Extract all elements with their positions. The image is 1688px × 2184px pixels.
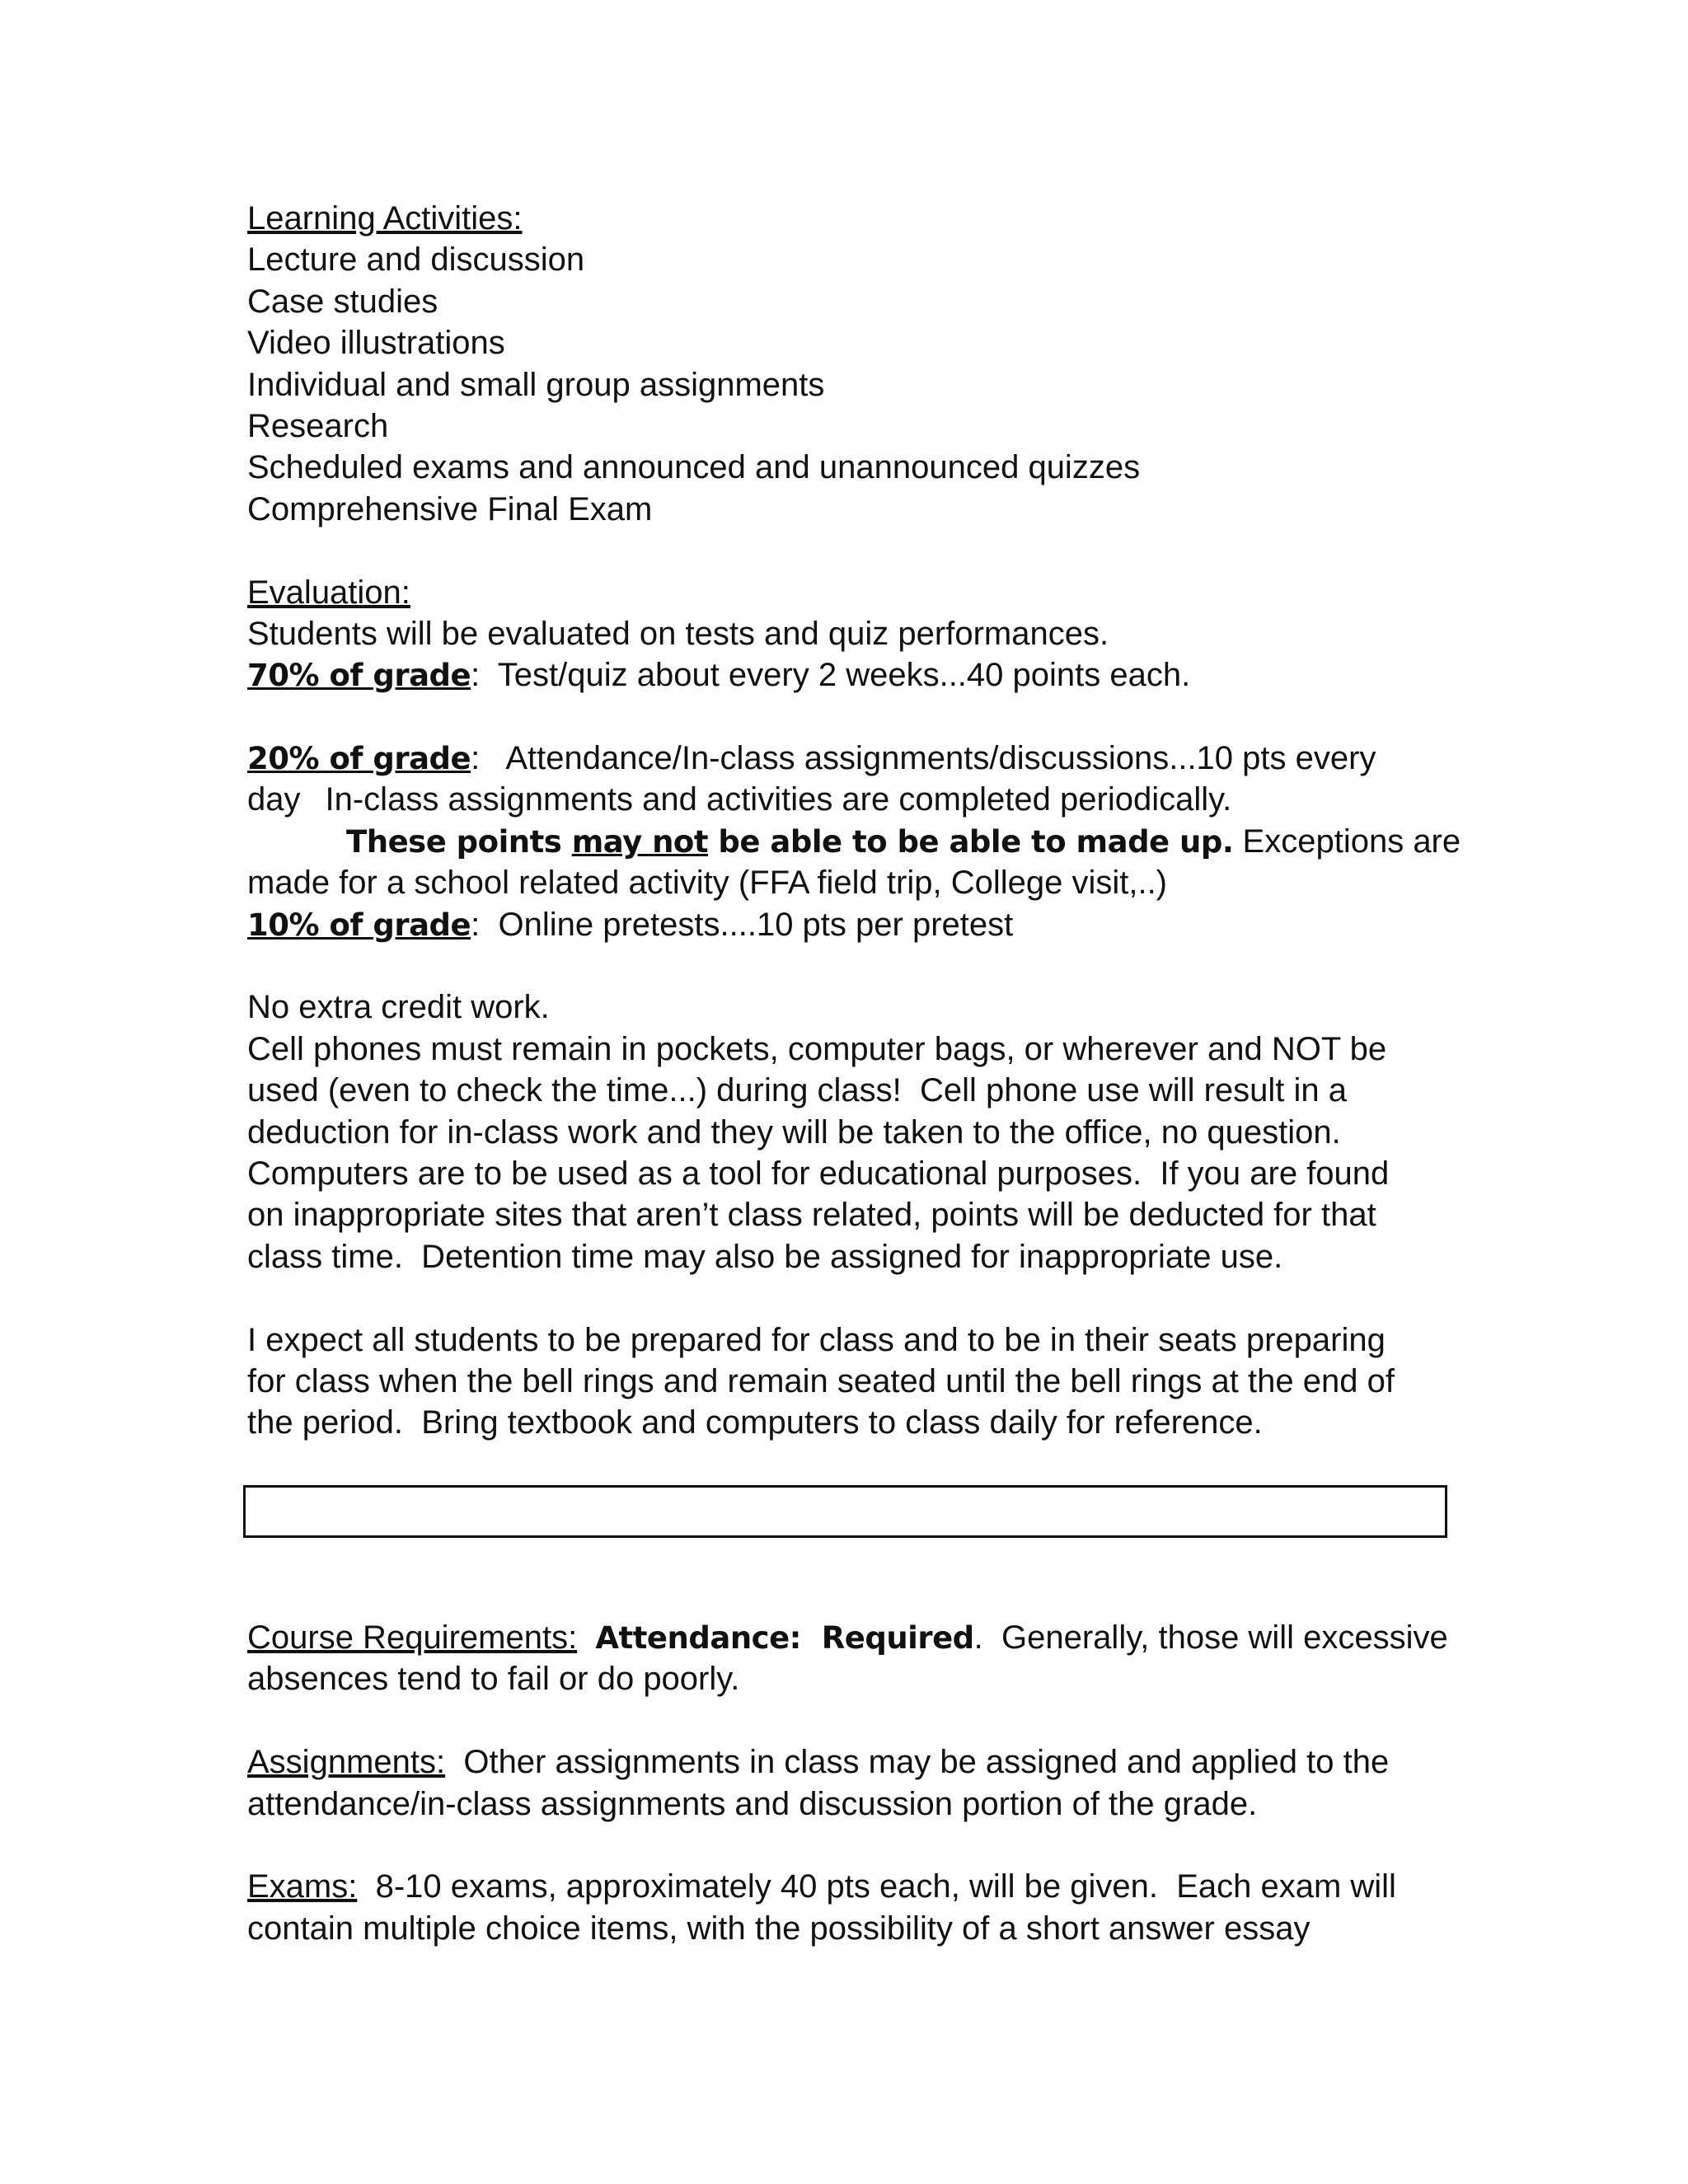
learning-activity-item: Individual and small group assignments	[247, 366, 825, 403]
grade-20-periodic: In-class assignments and activities are completed periodically.	[325, 781, 1232, 818]
assignments-heading: Assignments:	[247, 1744, 446, 1781]
learning-activity-item: Case studies	[247, 283, 438, 320]
evaluation-intro: Students will be evaluated on tests and quiz performances.	[247, 615, 1109, 652]
learning-activity-item: Comprehensive Final Exam	[247, 490, 653, 527]
learning-activity-item: Lecture and discussion	[247, 241, 585, 279]
policy-line: used (even to check the time...) during class! Cell phone use will result in a	[247, 1072, 1347, 1109]
evaluation-heading: Evaluation:	[247, 574, 410, 611]
exams-heading: Exams:	[247, 1868, 358, 1905]
grade-20-text: : Attendance/In-class assignments/discussions...10 pts every	[471, 740, 1376, 777]
exams-line	[247, 1866, 1459, 1907]
course-requirements-text: . Generally, those will excessive	[973, 1619, 1448, 1656]
grade-10-line	[247, 904, 1459, 945]
exams-text: 8-10 exams, approximately 40 pts each, will be given. Each exam will	[357, 1868, 1396, 1905]
learning-activity-item: Research	[247, 407, 389, 444]
learning-activity-item: Video illustrations	[247, 325, 505, 362]
grade-20-day: day	[247, 781, 301, 818]
attendance-required: Attendance: Required	[595, 1620, 974, 1656]
expectation-line: the period. Bring textbook and computers to class daily for reference.	[247, 1404, 1263, 1441]
policy-line: deduction for in-class work and they will be taken to the office, no question.	[247, 1113, 1341, 1151]
assignments-line-2: attendance/in-class assignments and discussion portion of the grade.	[247, 1785, 1258, 1822]
grade-70-label: 70% of grade	[247, 658, 471, 694]
empty-text-box	[243, 1485, 1447, 1538]
assignments-line	[247, 1741, 1459, 1783]
course-requirements-line	[247, 1617, 1459, 1658]
policy-line: Computers are to be used as a tool for educational purposes. If you are found	[247, 1155, 1390, 1192]
policy-line: class time. Detention time may also be assigned for inappropriate use.	[247, 1238, 1283, 1275]
syllabus-body-lower	[247, 1617, 1459, 1949]
makeup-exceptions: Exceptions are	[1233, 823, 1461, 860]
course-requirements-heading: Course Requirements:	[247, 1619, 578, 1656]
makeup-policy-line-2: made for a school related activity (FFA field trip, College visit,..)	[247, 865, 1167, 902]
grade-20-line	[247, 738, 1459, 779]
makeup-bold-may-not: may not	[571, 823, 709, 860]
exams-line-2: contain multiple choice items, with the possibility of a short answer essay	[247, 1910, 1311, 1947]
assignments-text: Other assignments in class may be assigned and applied to the	[445, 1744, 1390, 1781]
policy-line: No extra credit work.	[247, 989, 550, 1026]
syllabus-body-upper	[247, 198, 1459, 1444]
learning-activities-heading: Learning Activities:	[247, 200, 523, 237]
grade-70-text: : Test/quiz about every 2 weeks...40 points each.	[471, 657, 1191, 694]
grade-20-line-2	[247, 779, 1459, 820]
makeup-policy-line	[247, 821, 1459, 862]
makeup-bold-b: be able to be able to made up.	[708, 823, 1234, 860]
grade-70-line	[247, 654, 1459, 696]
makeup-bold-a: These points	[346, 823, 572, 860]
policy-line: on inappropriate sites that aren’t class related, points will be deducted for that	[247, 1197, 1376, 1234]
policy-line: Cell phones must remain in pockets, computer bags, or wherever and NOT be	[247, 1030, 1387, 1067]
grade-20-label: 20% of grade	[247, 741, 471, 777]
course-requirements-line-2: absences tend to fail or do poorly.	[247, 1661, 740, 1698]
grade-10-text: : Online pretests....10 pts per pretest	[471, 906, 1014, 943]
learning-activity-item: Scheduled exams and announced and unannounced quizzes	[247, 449, 1141, 486]
expectation-line: I expect all students to be prepared for class and to be in their seats preparing	[247, 1321, 1386, 1358]
expectation-line: for class when the bell rings and remain seated until the bell rings at the end of	[247, 1362, 1395, 1399]
grade-10-label: 10% of grade	[247, 907, 471, 943]
